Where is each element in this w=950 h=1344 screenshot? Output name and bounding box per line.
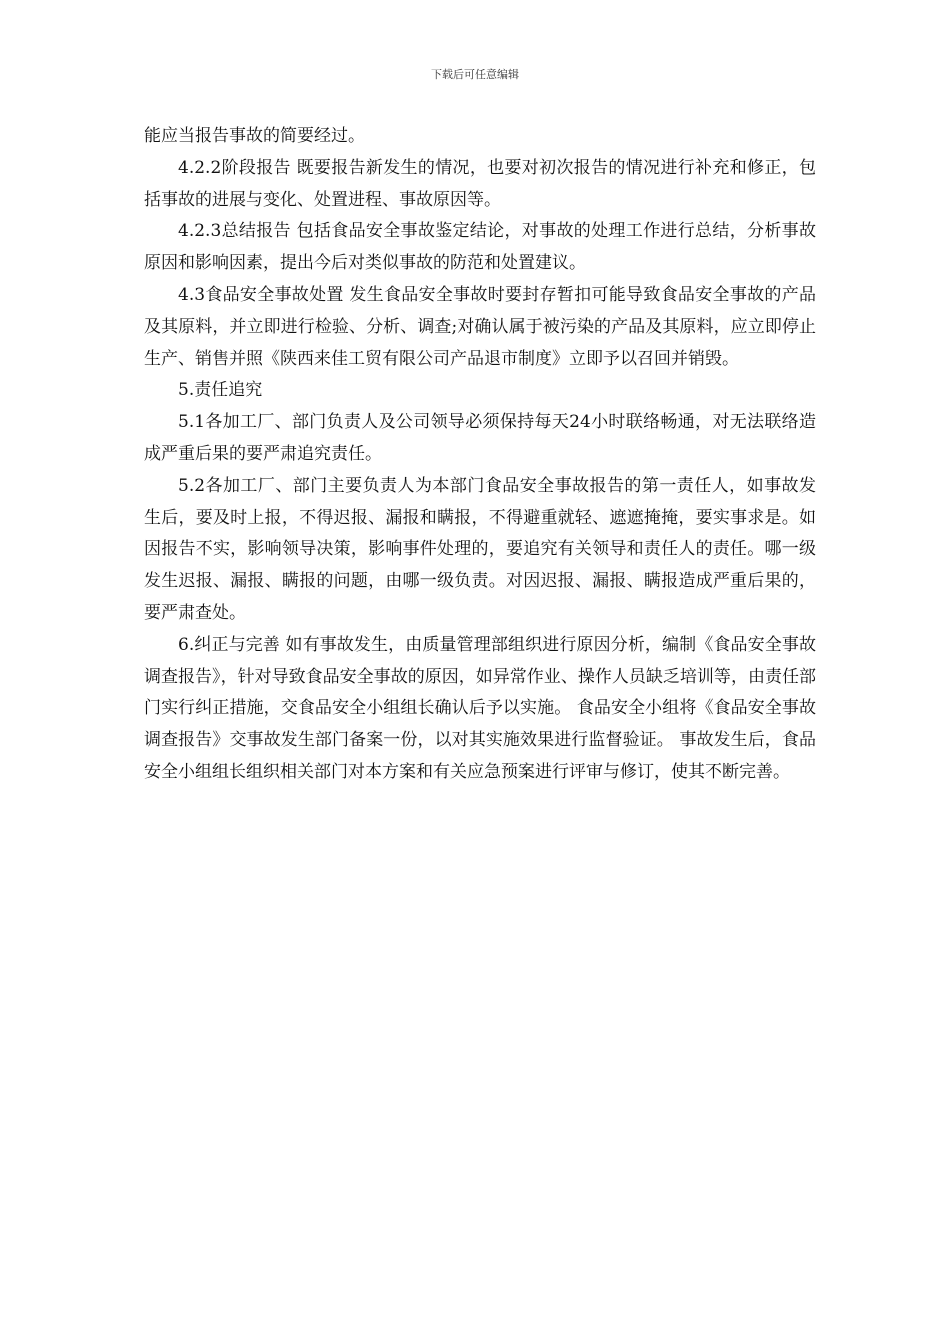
paragraph-continuation: 能应当报告事故的简要经过。 [144, 126, 365, 146]
document-body [144, 121, 816, 789]
paragraph-4-3: 4.3食品安全事故处置 发生食品安全事故时要封存暂扣可能导致食品安全事故的产品及其原料，并立即进行检验、分析、调查;对确认属于被污染的产品及其原料，应立即停止生产、销售并照《陕西来佳工贸有限公司产品退市制度》立即予以召回并销毁。 [144, 284, 816, 369]
paragraph-5-1: 5.1各加工厂、部门负责人及公司领导必须保持每天24小时联络畅通，对无法联络造成严重后果的要严肃追究责任。 [144, 412, 816, 464]
section-heading-5: 5.责任追究 [178, 380, 263, 401]
paragraph-6: 6.纠正与完善 如有事故发生，由质量管理部组织进行原因分析，编制《食品安全事故调查报告》，针对导致食品安全事故的原因，如异常作业、操作人员缺乏培训等，由责任部门实行纠正措施，交食品安全小组组长确认后予以实施。 食品安全小组将《食品安全事故调查报告》交事故发生部门备案一份，以对其实施效果进行监督验证。 事故发生后，食品安全小组组长组织相关部门对本方案和有关应急预案进行评审与修订，使其不断完善。 [144, 634, 816, 782]
paragraph-5-2: 5.2各加工厂、部门主要负责人为本部门食品安全事故报告的第一责任人，如事故发生后，要及时上报，不得迟报、漏报和瞒报，不得避重就轻、遮遮掩掩，要实事求是。如因报告不实，影响领导决策，影响事件处理的，要追究有关领导和责任人的责任。哪一级发生迟报、漏报、瞒报的问题，由哪一级负责。对因迟报、漏报、瞒报造成严重后果的，要严肃查处。 [144, 475, 816, 623]
paragraph-4-2-3: 4.2.3总结报告 包括食品安全事故鉴定结论，对事故的处理工作进行总结，分析事故原因和影响因素，提出今后对类似事故的防范和处置建议。 [144, 221, 816, 274]
paragraph-4-2-2: 4.2.2阶段报告 既要报告新发生的情况，也要对初次报告的情况进行补充和修正，包括事故的进展与变化、处置进程、事故原因等。 [144, 157, 816, 210]
page-header-note: 下载后可任意编辑 [431, 68, 519, 81]
